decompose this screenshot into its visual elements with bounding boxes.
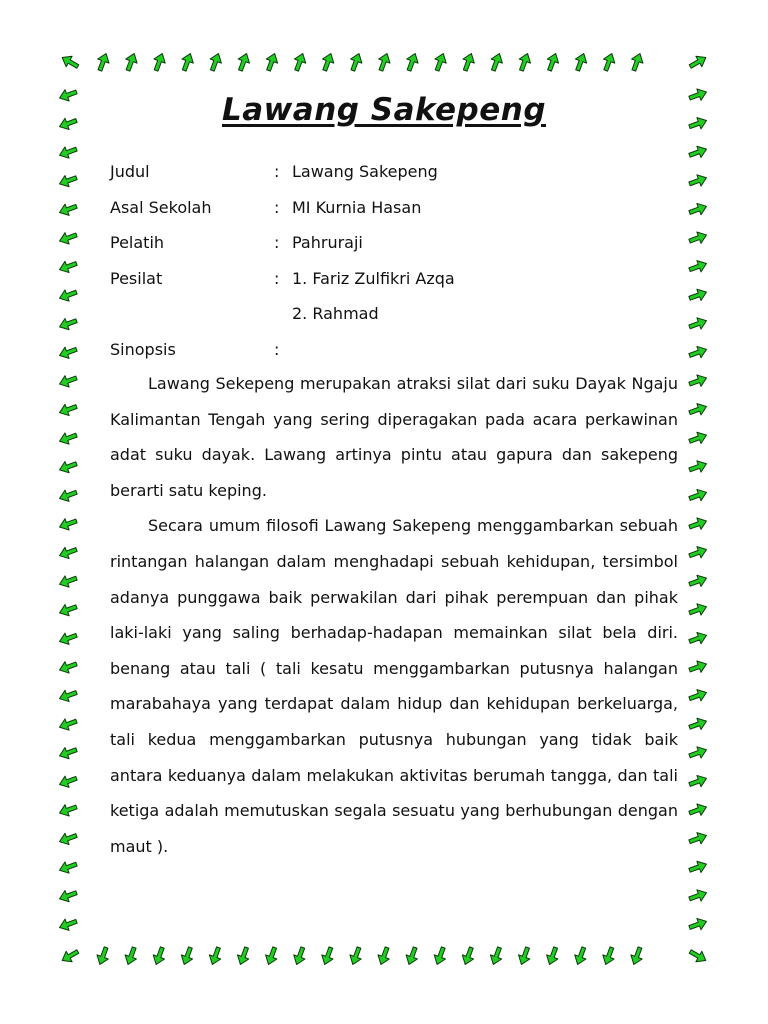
info-colon: :	[274, 268, 280, 288]
leaf-arrow-icon	[628, 51, 645, 72]
leaf-arrow-icon	[57, 916, 78, 933]
info-value: 1. Fariz Zulfikri Azqa	[292, 268, 455, 288]
leaf-arrow-icon	[687, 801, 708, 818]
leaf-arrow-icon	[57, 143, 78, 160]
leaf-arrow-icon	[687, 916, 708, 933]
leaf-arrow-icon	[687, 344, 708, 361]
leaf-arrow-icon	[687, 487, 708, 504]
leaf-arrow-icon	[319, 51, 336, 72]
leaf-arrow-icon	[403, 51, 420, 72]
leaf-arrow-icon	[57, 344, 78, 361]
leaf-arrow-icon	[687, 286, 708, 303]
leaf-arrow-icon	[57, 429, 78, 446]
leaf-arrow-icon	[687, 630, 708, 647]
synopsis-paragraph: Secara umum filosofi Lawang Sakepeng menggambarkan sebuah rintangan halangan dalam menghadapi sebuah kehidupan, tersimbol adanya punggawa baik perwakilan dari pihak perempuan dan pihak laki-laki yang saling berhadap-hadapan memainkan silat bela diri. benang atau tali ( tali kesatu menggambarkan putusnya halangan marabahaya yang terdapat dalam hidup dan kehidupan berkeluarga, tali kedua menggambarkan putusnya hubungan yang tidak baik antara keduanya dalam melakukan aktivitas berumah tangga, dan tali ketiga adalah memutuskan segala sesuatu yang berhubungan dengan maut ).	[110, 516, 678, 856]
leaf-arrow-icon	[375, 945, 392, 966]
leaf-arrow-icon	[179, 51, 196, 72]
leaf-arrow-icon	[263, 945, 280, 966]
leaf-arrow-icon	[59, 52, 81, 71]
info-table	[110, 154, 678, 367]
leaf-arrow-icon	[57, 715, 78, 732]
leaf-arrow-icon	[122, 51, 139, 72]
leaf-arrow-icon	[375, 51, 392, 72]
leaf-arrow-icon	[122, 945, 139, 966]
leaf-arrow-icon	[687, 715, 708, 732]
info-label: Pesilat	[110, 268, 163, 288]
leaf-arrow-icon	[59, 946, 81, 965]
leaf-arrow-icon	[431, 945, 448, 966]
leaf-arrow-icon	[687, 458, 708, 475]
leaf-arrow-icon	[687, 401, 708, 418]
leaf-arrow-icon	[544, 51, 561, 72]
synopsis-body	[110, 366, 678, 864]
leaf-arrow-icon	[687, 372, 708, 389]
leaf-arrow-icon	[516, 51, 533, 72]
leaf-arrow-icon	[516, 945, 533, 966]
leaf-arrow-icon	[544, 945, 561, 966]
leaf-arrow-icon	[94, 945, 111, 966]
info-colon: :	[274, 339, 280, 359]
leaf-arrow-icon	[628, 945, 645, 966]
info-row-asal-sekolah	[110, 190, 678, 226]
leaf-arrow-icon	[687, 946, 709, 965]
leaf-arrow-icon	[57, 315, 78, 332]
leaf-arrow-icon	[319, 945, 336, 966]
leaf-arrow-icon	[687, 172, 708, 189]
leaf-arrow-icon	[687, 201, 708, 218]
info-value: 2. Rahmad	[292, 304, 379, 323]
leaf-arrow-icon	[57, 229, 78, 246]
info-row-pesilat-2	[110, 296, 678, 332]
leaf-arrow-icon	[687, 258, 708, 275]
leaf-arrow-icon	[57, 630, 78, 647]
leaf-arrow-icon	[57, 744, 78, 761]
leaf-arrow-icon	[57, 172, 78, 189]
leaf-arrow-icon	[57, 258, 78, 275]
leaf-arrow-icon	[687, 830, 708, 847]
leaf-arrow-icon	[57, 201, 78, 218]
info-label: Judul	[110, 162, 150, 181]
leaf-arrow-icon	[572, 945, 589, 966]
leaf-arrow-icon	[687, 143, 708, 160]
leaf-arrow-icon	[460, 945, 477, 966]
leaf-arrow-icon	[57, 286, 78, 303]
synopsis-paragraph: Lawang Sekepeng merupakan atraksi silat dari suku Dayak Ngaju Kalimantan Tengah yang sering diperagakan pada acara perkawinan adat suku dayak. Lawang artinya pintu atau gapura dan sakepeng berarti satu keping.	[110, 374, 678, 500]
leaf-arrow-icon	[57, 658, 78, 675]
leaf-arrow-icon	[57, 887, 78, 904]
leaf-arrow-icon	[57, 458, 78, 475]
leaf-arrow-icon	[57, 687, 78, 704]
leaf-arrow-icon	[150, 51, 167, 72]
info-label: Sinopsis	[110, 339, 176, 359]
leaf-arrow-icon	[57, 487, 78, 504]
leaf-arrow-icon	[235, 945, 252, 966]
leaf-arrow-icon	[207, 51, 224, 72]
leaf-arrow-icon	[687, 687, 708, 704]
info-value: Lawang Sakepeng	[292, 162, 438, 181]
leaf-arrow-icon	[687, 515, 708, 532]
leaf-arrow-icon	[57, 773, 78, 790]
leaf-arrow-icon	[207, 945, 224, 966]
leaf-arrow-icon	[488, 51, 505, 72]
leaf-arrow-icon	[600, 51, 617, 72]
leaf-arrow-icon	[687, 315, 708, 332]
leaf-arrow-icon	[431, 51, 448, 72]
leaf-arrow-icon	[403, 945, 420, 966]
page-title: Lawang Sakepeng	[221, 92, 547, 128]
info-row-sinopsis	[110, 332, 678, 368]
leaf-arrow-icon	[57, 572, 78, 589]
leaf-arrow-icon	[687, 572, 708, 589]
leaf-arrow-icon	[600, 945, 617, 966]
leaf-arrow-icon	[460, 51, 477, 72]
leaf-arrow-icon	[57, 544, 78, 561]
leaf-arrow-icon	[687, 658, 708, 675]
leaf-arrow-icon	[488, 945, 505, 966]
leaf-arrow-icon	[57, 601, 78, 618]
leaf-arrow-icon	[57, 830, 78, 847]
info-colon: :	[274, 162, 280, 181]
leaf-arrow-icon	[57, 801, 78, 818]
leaf-arrow-icon	[687, 52, 709, 71]
leaf-arrow-icon	[347, 51, 364, 72]
leaf-arrow-icon	[291, 51, 308, 72]
leaf-arrow-icon	[57, 372, 78, 389]
leaf-arrow-icon	[94, 51, 111, 72]
leaf-arrow-icon	[235, 51, 252, 72]
leaf-arrow-icon	[57, 401, 78, 418]
leaf-arrow-icon	[687, 229, 708, 246]
info-value: Pahruraji	[292, 233, 363, 252]
leaf-arrow-icon	[150, 945, 167, 966]
leaf-arrow-icon	[57, 515, 78, 532]
leaf-arrow-icon	[57, 858, 78, 875]
leaf-arrow-icon	[687, 429, 708, 446]
info-row-judul	[110, 154, 678, 190]
leaf-arrow-icon	[291, 945, 308, 966]
info-row-pelatih	[110, 225, 678, 261]
info-label: Asal Sekolah	[110, 197, 212, 217]
leaf-arrow-icon	[687, 601, 708, 618]
leaf-arrow-icon	[179, 945, 196, 966]
leaf-arrow-icon	[687, 858, 708, 875]
leaf-arrow-icon	[687, 773, 708, 790]
leaf-arrow-icon	[263, 51, 280, 72]
leaf-arrow-icon	[687, 887, 708, 904]
info-label: Pelatih	[110, 233, 165, 252]
info-row-pesilat	[110, 261, 678, 297]
info-value: MI Kurnia Hasan	[292, 197, 422, 217]
leaf-arrow-icon	[687, 744, 708, 761]
leaf-arrow-icon	[347, 945, 364, 966]
info-colon: :	[274, 197, 280, 217]
info-colon: :	[274, 233, 280, 252]
leaf-arrow-icon	[687, 544, 708, 561]
leaf-arrow-icon	[572, 51, 589, 72]
